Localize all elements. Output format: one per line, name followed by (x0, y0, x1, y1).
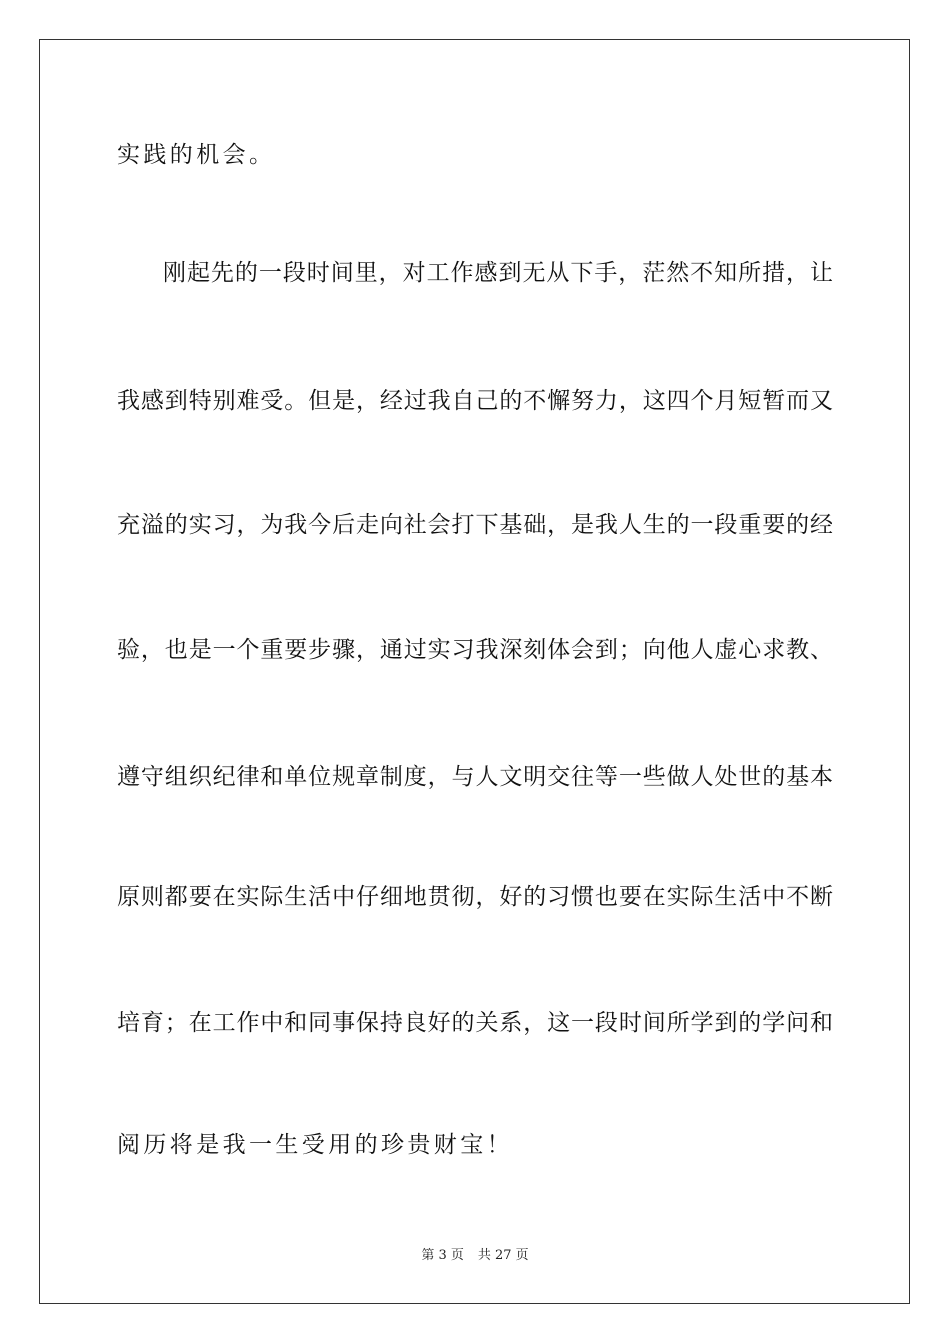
text-line-4: 充溢的实习，为我今后走向社会打下基础，是我人生的一段重要的经 (117, 512, 833, 538)
page-footer (0, 1247, 950, 1265)
text-line-6: 遵守组织纪律和单位规章制度，与人文明交往等一些做人处世的基本 (117, 764, 833, 790)
page-frame (39, 39, 910, 1304)
text-line-3: 我感到特别难受。但是，经过我自己的不懈努力，这四个月短暂而又 (117, 388, 833, 414)
page-total: 共 27 页 (477, 1248, 529, 1263)
text-line-9: 阅历将是我一生受用的珍贵财宝！ (117, 1132, 513, 1158)
text-line-1: 实践的机会。 (117, 142, 276, 168)
page-number: 第 3 页 (421, 1248, 464, 1263)
text-line-8: 培育；在工作中和同事保持良好的关系，这一段时间所学到的学问和 (117, 1010, 833, 1036)
text-line-7: 原则都要在实际生活中仔细地贯彻，好的习惯也要在实际生活中不断 (117, 884, 833, 910)
text-line-5: 验，也是一个重要步骤，通过实习我深刻体会到；向他人虚心求教、 (117, 637, 833, 663)
paragraph-start-line: 刚起先的一段时间里，对工作感到无从下手，茫然不知所措，让 (163, 260, 833, 286)
